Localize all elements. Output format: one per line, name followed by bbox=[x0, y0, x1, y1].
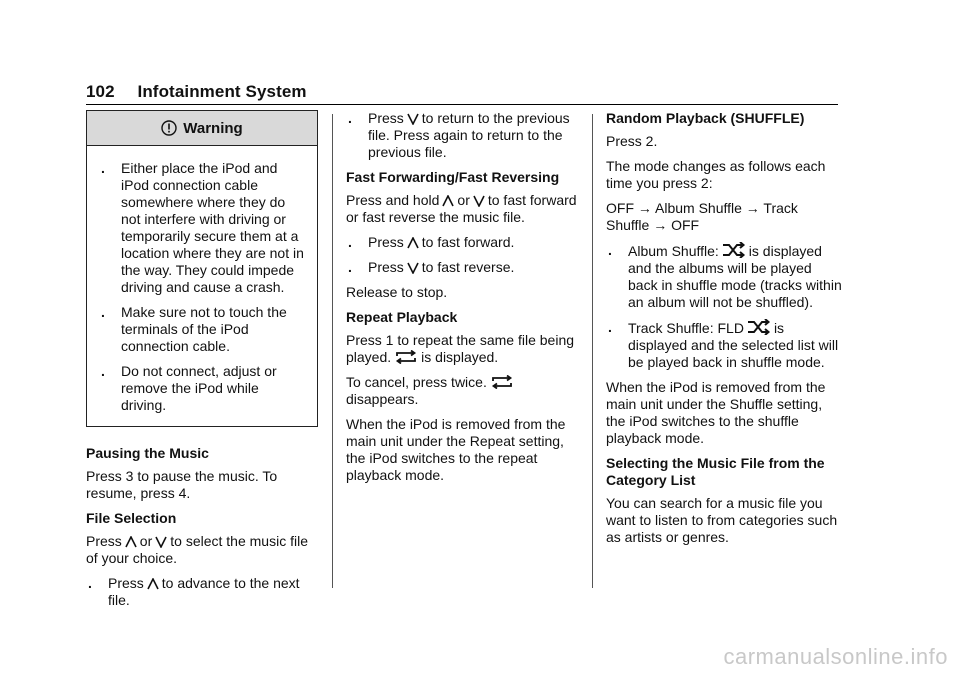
repeat-icon bbox=[394, 350, 418, 364]
previous-file-bullet: . Press to return to the previous file. Press again to return to the previous file. bbox=[348, 110, 570, 160]
file-bullet-next: . Press to advance to the next file. bbox=[88, 575, 300, 608]
category-text: You can search for a music file you want to listen to from categories such as artists or genres. bbox=[606, 495, 838, 545]
category-heading: Selecting the Music File from the Category List bbox=[606, 455, 825, 488]
repeat-removed-text: When the iPod is removed from the main unit under the Repeat setting, the iPod switches to the repeat playback mode. bbox=[346, 416, 566, 483]
repeat-heading: Repeat Playback bbox=[346, 309, 458, 325]
repeat-icon bbox=[490, 375, 514, 389]
chevron-up-icon bbox=[147, 578, 159, 590]
column-3 bbox=[606, 110, 842, 554]
warning-header bbox=[87, 111, 317, 146]
pausing-heading: Pausing the Music bbox=[86, 445, 209, 461]
shuffle-sequence: OFF → Album Shuffle → Track Shuffle → OFF bbox=[606, 200, 798, 233]
warning-body bbox=[87, 146, 317, 426]
press-2-text: Press 2. bbox=[606, 133, 658, 149]
warning-title: Warning bbox=[183, 119, 243, 137]
column-1 bbox=[86, 110, 322, 617]
header-rule bbox=[86, 104, 838, 105]
warning-box bbox=[86, 110, 318, 427]
shuffle-removed-text: When the iPod is removed from the main unit under the Shuffle setting, the iPod switches to the shuffle playback mode. bbox=[606, 379, 826, 446]
random-playback-heading: Random Playback (SHUFFLE) bbox=[606, 110, 805, 126]
column-divider-2 bbox=[592, 114, 593, 588]
column-divider-1 bbox=[332, 114, 333, 588]
file-selection-text: Press or to select the music file of your choice. bbox=[86, 533, 308, 566]
chevron-up-icon bbox=[125, 536, 137, 548]
fast-reverse-bullet: . Press to fast reverse. bbox=[348, 259, 515, 275]
chevron-down-icon bbox=[473, 195, 485, 207]
file-selection-heading: File Selection bbox=[86, 510, 177, 526]
chevron-down-icon bbox=[407, 113, 419, 125]
page-header bbox=[86, 82, 307, 102]
fast-forward-bullet: . Press to fast forward. bbox=[348, 234, 515, 250]
warning-item: . Either place the iPod and iPod connection cable somewhere where they do not interfere with driving or temporarily secure them at a location where they are not in the way. They could impede driving and cause a crash. bbox=[101, 160, 304, 295]
fast-forward-text: Press and hold or to fast forward or fast reverse the music file. bbox=[346, 192, 577, 225]
page-number: 102 bbox=[86, 82, 115, 101]
repeat-text: Press 1 to repeat the same file being played. is displayed. bbox=[346, 332, 575, 365]
track-shuffle-bullet: . Track Shuffle: FLD is displayed and the selected list will be played back in shuffle mode. bbox=[608, 319, 839, 370]
release-text: Release to stop. bbox=[346, 284, 448, 300]
cancel-repeat-text: To cancel, press twice.disappears. bbox=[346, 374, 580, 408]
chevron-down-icon bbox=[155, 536, 167, 548]
warning-item: . Do not connect, adjust or remove the iPod while driving. bbox=[101, 363, 277, 413]
shuffle-icon bbox=[747, 319, 771, 335]
fast-forward-heading: Fast Forwarding/Fast Reversing bbox=[346, 169, 560, 185]
chevron-up-icon bbox=[442, 195, 454, 207]
warning-icon bbox=[161, 120, 177, 136]
warning-item: . Make sure not to touch the terminals of the iPod connection cable. bbox=[101, 304, 287, 354]
pausing-text: Press 3 to pause the music. To resume, press 4. bbox=[86, 468, 278, 501]
mode-changes-text: The mode changes as follows each time you press 2: bbox=[606, 158, 826, 191]
shuffle-icon bbox=[722, 242, 746, 258]
chevron-down-icon bbox=[407, 262, 419, 274]
chevron-up-icon bbox=[407, 237, 419, 249]
column-2 bbox=[346, 110, 580, 492]
section-title: Infotainment System bbox=[137, 82, 307, 101]
watermark: carmanualsonline.info bbox=[723, 644, 948, 669]
album-shuffle-bullet: . Album Shuffle: is displayed and the albums will be played back in shuffle mode (tracks within an album will not be shuffled). bbox=[608, 242, 842, 310]
